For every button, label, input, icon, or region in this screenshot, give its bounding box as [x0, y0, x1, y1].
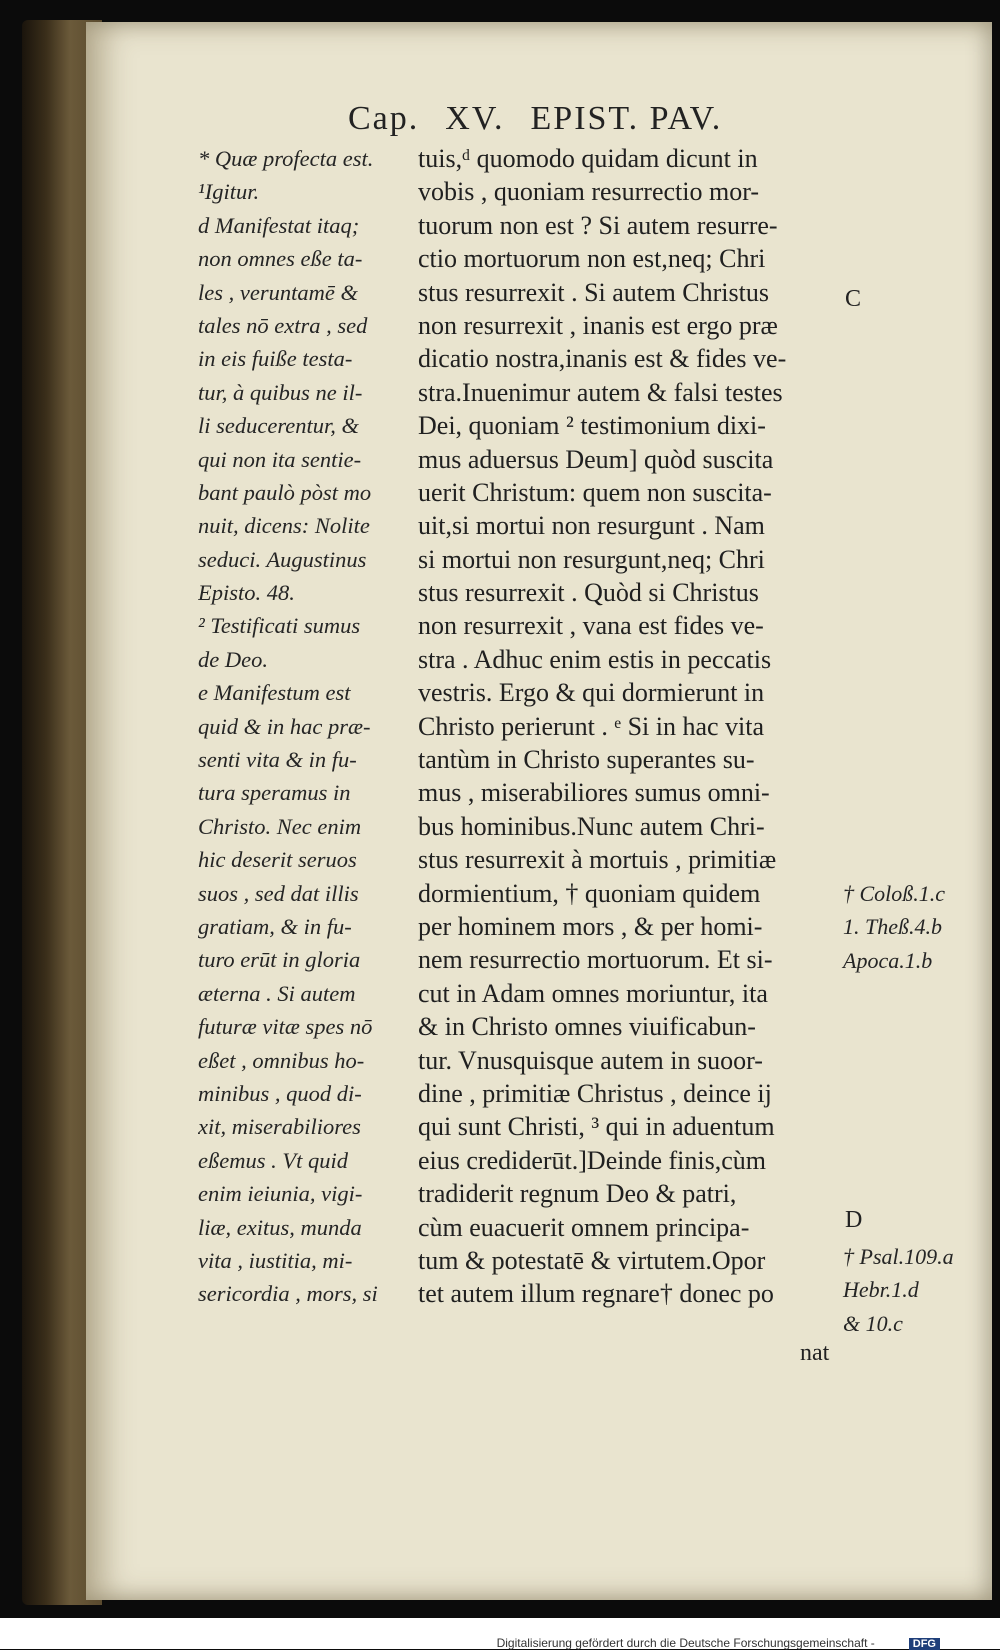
header-chapter: Cap. [348, 100, 420, 137]
text-line: tuis,ᵈ quomodo quidam dicunt in [418, 144, 758, 173]
cross-reference: † Psal.109.a [843, 1244, 954, 1269]
marginal-note-line: quid & in hac præ- [198, 713, 371, 739]
marginal-note-line: seduci. Augustinus [198, 546, 367, 572]
text-line: mus aduersus Deum] quòd suscita [418, 444, 774, 474]
marginal-note-line: eßet , omnibus ho- [198, 1047, 365, 1073]
running-header [348, 100, 788, 138]
header-chapter-number: XV. [445, 100, 505, 137]
cross-reference: 1. Theß.4.b [843, 914, 942, 940]
marginal-note-line: tura speramus in [198, 780, 351, 806]
text-line: non resurrexit , inanis est ergo præ [418, 310, 778, 340]
text-line: tet autem illum regnare† donec po [418, 1279, 774, 1309]
text-line: vobis , quoniam resurrectio mor- [418, 177, 760, 207]
text-line: dormientium, † quoniam quidem [418, 878, 761, 908]
marginal-note-line: * Quæ profecta est. [198, 146, 374, 171]
marginal-note-line: turo erūt in gloria [198, 947, 361, 973]
marginal-note-line: æterna . Si autem [198, 980, 356, 1006]
text-line: tuorum non est ? Si autem resurre- [418, 210, 778, 240]
text-line: dine , primitiæ Christus , deince ij [418, 1078, 772, 1108]
text-line: uit,si mortui non resurgunt . Nam [418, 511, 765, 541]
text-line: dicatio nostra,inanis est & fides ve- [418, 344, 787, 374]
marginal-note-line: liæ, exitus, munda [198, 1214, 362, 1240]
text-line: cùm euacuerit omnem principa- [418, 1212, 750, 1242]
marginal-note-line: les , veruntamē & [198, 279, 358, 305]
marginal-note-line: non omnes eße ta- [198, 246, 363, 272]
text-line: bus hominibus.Nunc autem Chri- [418, 811, 765, 841]
cross-reference: & 10.c [843, 1310, 903, 1336]
footer-text: Digitalisierung gefördert durch die Deutsche Forschungsgemeinschaft - [496, 1636, 875, 1650]
marginal-note-line: e Manifestum est [198, 680, 351, 706]
text-line: uerit Christum: quem non suscita- [418, 477, 772, 507]
text-line: Dei, quoniam ² testimonium dixi- [418, 411, 766, 441]
text-line: tur. Vnusquisque autem in suoor- [418, 1045, 763, 1075]
marginal-note-line: nuit, dicens: Nolite [198, 513, 370, 539]
dfg-logo: DFG [909, 1638, 940, 1650]
marginal-note-line: gratiam, & in fu- [198, 913, 352, 939]
right-marginal-refs-1 [843, 877, 983, 977]
marginal-note-line: tales nō extra , sed [198, 312, 368, 338]
marginal-note-line: tur, à quibus ne il- [198, 379, 363, 405]
marginal-note-line: sericordia , mors, si [198, 1281, 378, 1307]
marginal-note-line: ² Testificati sumus [198, 613, 361, 639]
cross-reference: † Coloß.1.c [843, 881, 946, 906]
text-line: cut in Adam omnes moriuntur, ita [418, 978, 768, 1008]
text-line: per hominem mors , & per homi- [418, 911, 763, 941]
text-line: nem resurrectio mortuorum. Et si- [418, 945, 773, 975]
text-line: Christo perierunt . ᵉ Si in hac vita [418, 711, 765, 741]
text-line: si mortui non resurgunt,neq; Chri [418, 544, 765, 574]
marginal-note-line: Episto. 48. [198, 580, 295, 606]
section-letter-c: C [845, 286, 862, 312]
marginal-note-line: de Deo. [198, 646, 268, 672]
cross-reference: Apoca.1.b [843, 947, 933, 973]
header-title: EPIST. PAV. [530, 100, 723, 137]
marginal-note-line: minibus , quod di- [198, 1080, 362, 1106]
text-line: eius crediderūt.]Deinde finis,cùm [418, 1145, 766, 1175]
marginal-note-line: li seducerentur, & [198, 413, 360, 439]
catchword: nat [800, 1340, 830, 1366]
text-line: stus resurrexit . Si autem Christus [418, 277, 769, 307]
marginal-note-line: futuræ vitæ spes nō [198, 1014, 373, 1040]
marginal-note-line: vita , iustitia, mi- [198, 1247, 353, 1273]
text-line: non resurrexit , vana est fides ve- [418, 611, 764, 641]
marginal-note-line: eßemus . Vt quid [198, 1147, 348, 1173]
text-line: stra . Adhuc enim estis in peccatis [418, 644, 772, 674]
marginal-note-line: ¹Igitur. [198, 179, 260, 205]
marginal-note-line: suos , sed dat illis [198, 880, 359, 906]
marginal-note-line: hic deserit seruos [198, 847, 357, 873]
cross-reference: Hebr.1.d [843, 1277, 919, 1303]
marginal-note-line: d Manifestat itaq; [198, 212, 360, 238]
text-line: tantùm in Christo superantes su- [418, 745, 755, 775]
marginal-note-line: in eis fuiße testa- [198, 346, 353, 372]
text-line: qui sunt Christi, ³ qui in aduentum [418, 1112, 775, 1142]
marginal-note-line: bant paulò pòst mo [198, 479, 372, 505]
text-line: mus , miserabiliores sumus omni- [418, 778, 770, 808]
digitization-footer [0, 1618, 1000, 1649]
right-marginal-refs-2 [843, 1240, 983, 1340]
text-line: vestris. Ergo & qui dormierunt in [418, 678, 765, 708]
marginal-note-line: qui non ita sentie- [198, 446, 362, 472]
text-line: ctio mortuorum non est,neq; Chri [418, 244, 766, 274]
text-line: & in Christo omnes viuificabun- [418, 1012, 756, 1042]
marginal-note-line: enim ieiunia, vigi- [198, 1181, 363, 1207]
section-letter-d: D [845, 1207, 863, 1233]
text-line: tum & potestatē & virtutem.Opor [418, 1245, 766, 1275]
marginal-note-line: senti vita & in fu- [198, 747, 357, 773]
text-line: tradiderit regnum Deo & patri, [418, 1179, 737, 1209]
left-marginal-notes [198, 142, 418, 1311]
text-line: stus resurrexit à mortuis , primitiæ [418, 845, 777, 875]
main-text-column [418, 142, 838, 1311]
text-line: stra.Inuenimur autem & falsi testes [418, 377, 783, 407]
marginal-note-line: xit, miserabiliores [198, 1114, 361, 1140]
marginal-note-line: Christo. Nec enim [198, 813, 362, 839]
text-line: stus resurrexit . Quòd si Christus [418, 578, 759, 608]
